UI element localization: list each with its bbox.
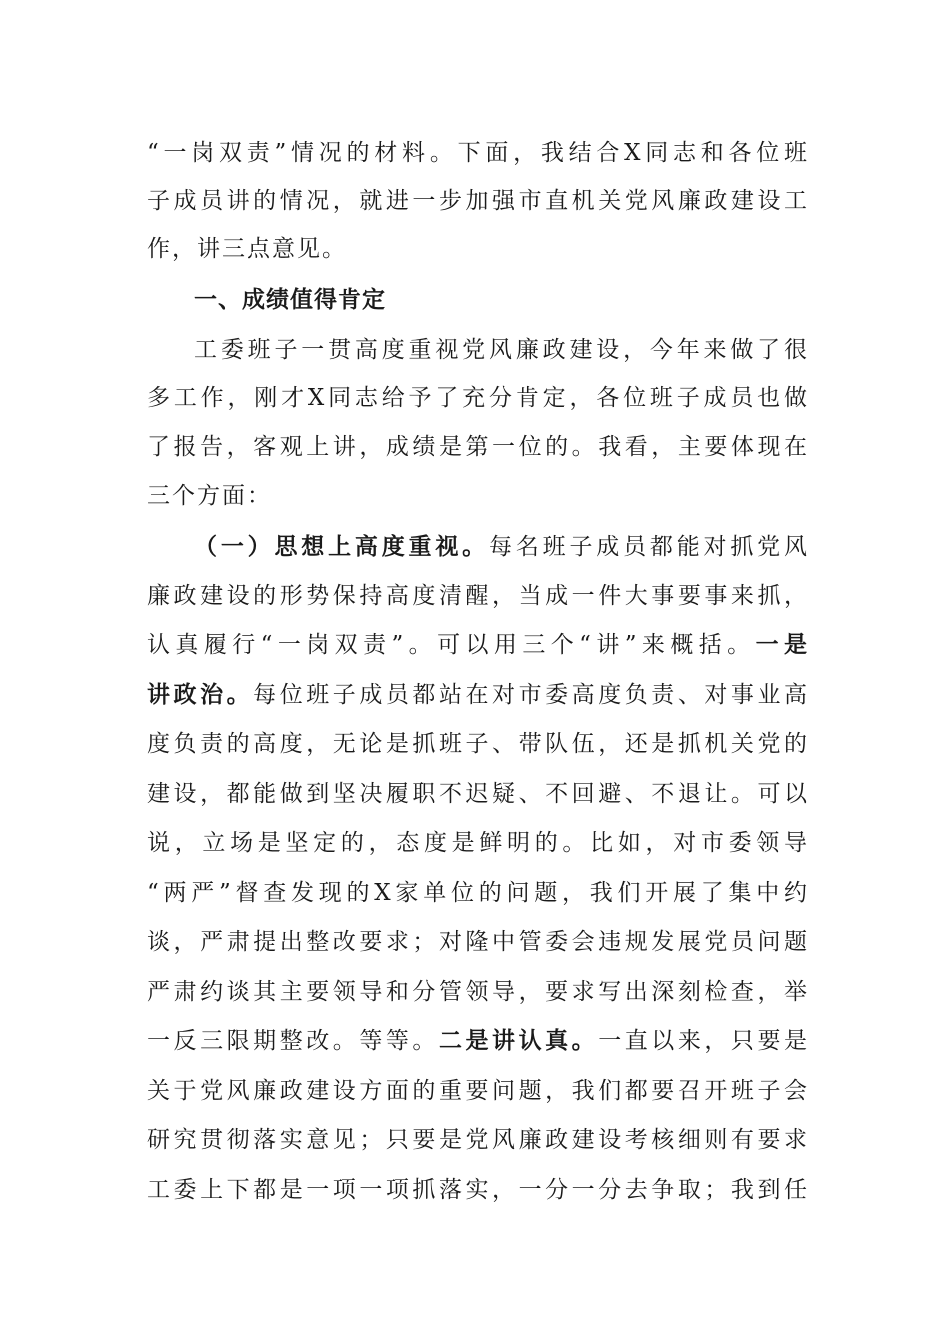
paragraph-line: 严肃约谈其主要领导和分管领导，要求写出深刻检查，举 [147, 979, 807, 1005]
paragraph-line: 三个方面： [147, 483, 272, 509]
paragraph-line: 子成员讲的情况，就进一步加强市直机关党风廉政建设工 [147, 188, 807, 214]
body-text: 认真履行“一岗双责”。可以用三个“讲”来概括。 [147, 632, 756, 658]
emphasis-text: 一是 [755, 632, 807, 658]
paragraph-line: 了报告，客观上讲，成绩是第一位的。我看，主要体现在 [147, 434, 807, 460]
paragraph-line: 廉政建设的形势保持高度清醒，当成一件大事要事来抓， [147, 583, 807, 609]
paragraph-line: 研究贯彻落实意见；只要是党风廉政建设考核细则有要求 [147, 1127, 807, 1153]
paragraph-line: 工委班子一贯高度重视党风廉政建设，今年来做了很 [194, 337, 807, 363]
paragraph-line: 多工作，刚才X同志给予了充分肯定，各位班子成员也做 [147, 385, 807, 411]
paragraph-line [147, 625, 807, 665]
paragraph-line: “两严”督查发现的X家单位的问题，我们开展了集中约 [147, 880, 807, 906]
paragraph-line: 作，讲三点意见。 [147, 236, 347, 262]
paragraph-line [147, 675, 807, 715]
subheading-text: （一）思想上高度重视。 [194, 534, 489, 560]
body-text: 一直以来，只要是 [598, 1028, 808, 1054]
emphasis-text: 讲政治。 [147, 682, 254, 708]
body-text: 每位班子成员都站在对市委高度负责、对事业高 [253, 682, 808, 708]
paragraph-line: 度负责的高度，无论是抓班子、带队伍，还是抓机关党的 [147, 731, 807, 757]
paragraph-line [147, 1021, 807, 1061]
paragraph-line: 工委上下都是一项一项抓落实，一分一分去争取；我到任 [147, 1177, 807, 1203]
paragraph-line: 建设，都能做到坚决履职不迟疑、不回避、不退让。可以 [147, 781, 807, 807]
emphasis-text: 二是讲认真。 [438, 1028, 599, 1054]
section-heading: 一、成绩值得肯定 [194, 287, 386, 313]
body-text: 一反三限期整改。等等。 [147, 1028, 439, 1054]
paragraph-line: “一岗双责”情况的材料。下面，我结合X同志和各位班 [147, 140, 807, 166]
paragraph-line: 说，立场是坚定的，态度是鲜明的。比如，对市委领导 [147, 830, 807, 856]
body-text: 每名班子成员都能对抓党风 [489, 534, 808, 560]
paragraph-line [194, 527, 807, 567]
paragraph-line: 关于党风廉政建设方面的重要问题，我们都要召开班子会 [147, 1078, 807, 1104]
paragraph-line: 谈，严肃提出整改要求；对隆中管委会违规发展党员问题 [147, 929, 807, 955]
